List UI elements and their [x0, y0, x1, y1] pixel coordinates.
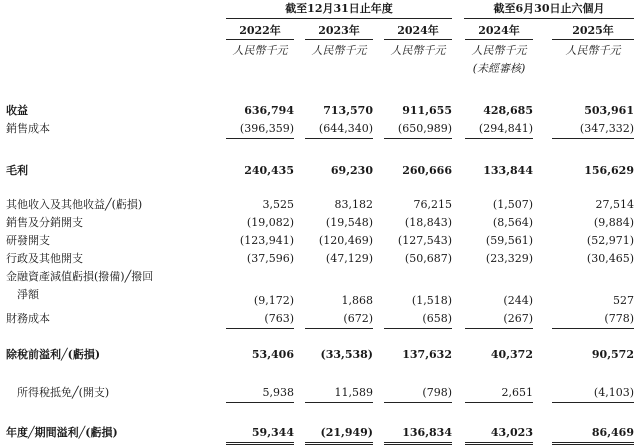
sum-rule [465, 328, 533, 329]
cell: (123,941) [239, 234, 294, 247]
row-label-finance-costs: 財務成本 [6, 312, 50, 325]
cell: (763) [264, 312, 294, 325]
total-rule [465, 442, 533, 443]
col-unit-4: 人民幣千元 [471, 44, 527, 57]
sum-rule [226, 402, 294, 403]
cell: 636,794 [244, 104, 294, 117]
col-unit-2: 人民幣千元 [311, 44, 367, 57]
cell: 156,629 [584, 164, 634, 177]
cell: (347,332) [579, 122, 634, 135]
row-label-revenue: 收益 [6, 104, 28, 117]
cell: (37,596) [246, 252, 294, 265]
total-rule [226, 442, 294, 443]
cell: 53,406 [251, 348, 294, 361]
sum-rule [305, 138, 373, 139]
cell: 3,525 [262, 198, 294, 211]
total-rule-double [552, 444, 634, 445]
cell: (1,518) [411, 294, 452, 307]
row-label-admin-expenses: 行政及其他開支 [6, 252, 83, 265]
cell: (672) [343, 312, 373, 325]
cell: 136,834 [402, 426, 452, 439]
sum-rule [384, 402, 452, 403]
cell: 1,868 [341, 294, 373, 307]
cell: (59,561) [485, 234, 533, 247]
total-rule-double [305, 444, 373, 445]
row-label-period-profit: 年度╱期間溢利╱(虧損) [6, 426, 118, 439]
col-year-2: 2023年 [318, 24, 360, 37]
cell: (21,949) [320, 426, 373, 439]
col-year-4: 2024年 [478, 24, 520, 37]
col-unit-5: 人民幣千元 [565, 44, 621, 57]
total-rule-double [465, 444, 533, 445]
cell: 11,589 [334, 386, 373, 399]
col-unaudited: (未經審核) [472, 62, 526, 75]
header-half-group: 截至6月30日止六個月 [493, 2, 605, 15]
cell: (47,129) [325, 252, 373, 265]
cell: (19,082) [246, 216, 294, 229]
cell: 76,215 [413, 198, 452, 211]
cell: (294,841) [478, 122, 533, 135]
cell: 503,961 [584, 104, 634, 117]
cell: 90,572 [591, 348, 634, 361]
cell: (658) [422, 312, 452, 325]
cell: 240,435 [244, 164, 294, 177]
cell: (8,564) [492, 216, 533, 229]
cell: (52,971) [586, 234, 634, 247]
cell: 260,666 [402, 164, 452, 177]
cell: (18,843) [404, 216, 452, 229]
cell: (9,884) [593, 216, 634, 229]
col-rule-4 [465, 39, 533, 40]
cell: (244) [503, 294, 533, 307]
cell: (267) [503, 312, 533, 325]
total-rule [384, 442, 452, 443]
cell: (19,548) [325, 216, 373, 229]
cell: 86,469 [591, 426, 634, 439]
row-label-cost-of-sales: 銷售成本 [6, 122, 50, 135]
sum-rule [552, 138, 634, 139]
cell: (9,172) [253, 294, 294, 307]
cell: (33,538) [320, 348, 373, 361]
col-unit-3: 人民幣千元 [390, 44, 446, 57]
row-label-impairment-cont: 淨額 [17, 288, 39, 301]
cell: (4,103) [593, 386, 634, 399]
cell: (23,329) [485, 252, 533, 265]
row-label-profit-before-tax: 除稅前溢利╱(虧損) [6, 348, 101, 361]
cell: 83,182 [334, 198, 373, 211]
total-rule-double [384, 444, 452, 445]
row-label-income-tax: 所得稅抵免╱(開支) [17, 386, 110, 399]
col-unit-1: 人民幣千元 [232, 44, 288, 57]
row-label-rnd-expenses: 研發開支 [6, 234, 50, 247]
cell: 713,570 [323, 104, 373, 117]
sum-rule [305, 328, 373, 329]
cell: (30,465) [586, 252, 634, 265]
cell: 27,514 [595, 198, 634, 211]
sum-rule [384, 138, 452, 139]
col-year-1: 2022年 [239, 24, 281, 37]
total-rule-double [226, 444, 294, 445]
row-label-gross-profit: 毛利 [6, 164, 28, 177]
cell: (50,687) [404, 252, 452, 265]
cell: 5,938 [262, 386, 294, 399]
cell: 59,344 [251, 426, 294, 439]
col-rule-5 [552, 39, 634, 40]
cell: 69,230 [330, 164, 373, 177]
cell: 137,632 [402, 348, 452, 361]
cell: (127,543) [397, 234, 452, 247]
col-year-3: 2024年 [397, 24, 439, 37]
cell: 43,023 [490, 426, 533, 439]
col-rule-1 [226, 39, 294, 40]
cell: (644,340) [318, 122, 373, 135]
cell: (650,989) [397, 122, 452, 135]
sum-rule [552, 328, 634, 329]
cell: 2,651 [501, 386, 533, 399]
col-rule-3 [384, 39, 452, 40]
sum-rule [384, 328, 452, 329]
cell: (778) [604, 312, 634, 325]
cell: 911,655 [402, 104, 452, 117]
cell: (798) [422, 386, 452, 399]
col-rule-2 [305, 39, 373, 40]
sum-rule [226, 138, 294, 139]
row-label-other-income: 其他收入及其他收益╱(虧損) [6, 198, 143, 211]
sum-rule [552, 402, 634, 403]
cell: 40,372 [490, 348, 533, 361]
cell: (1,507) [492, 198, 533, 211]
total-rule [305, 442, 373, 443]
cell: 428,685 [483, 104, 533, 117]
header-year-rule [226, 18, 452, 19]
cell: (396,359) [239, 122, 294, 135]
sum-rule [465, 402, 533, 403]
cell: 133,844 [483, 164, 533, 177]
header-half-rule [464, 18, 634, 19]
cell: 527 [613, 294, 634, 307]
total-rule [552, 442, 634, 443]
sum-rule [305, 402, 373, 403]
col-year-5: 2025年 [572, 24, 614, 37]
cell: (120,469) [318, 234, 373, 247]
sum-rule [465, 138, 533, 139]
header-year-group: 截至12月31日止年度 [285, 2, 393, 15]
sum-rule [226, 328, 294, 329]
row-label-selling-expenses: 銷售及分銷開支 [6, 216, 83, 229]
row-label-impairment: 金融資產減值虧損(撥備)╱撥回 [6, 270, 154, 283]
